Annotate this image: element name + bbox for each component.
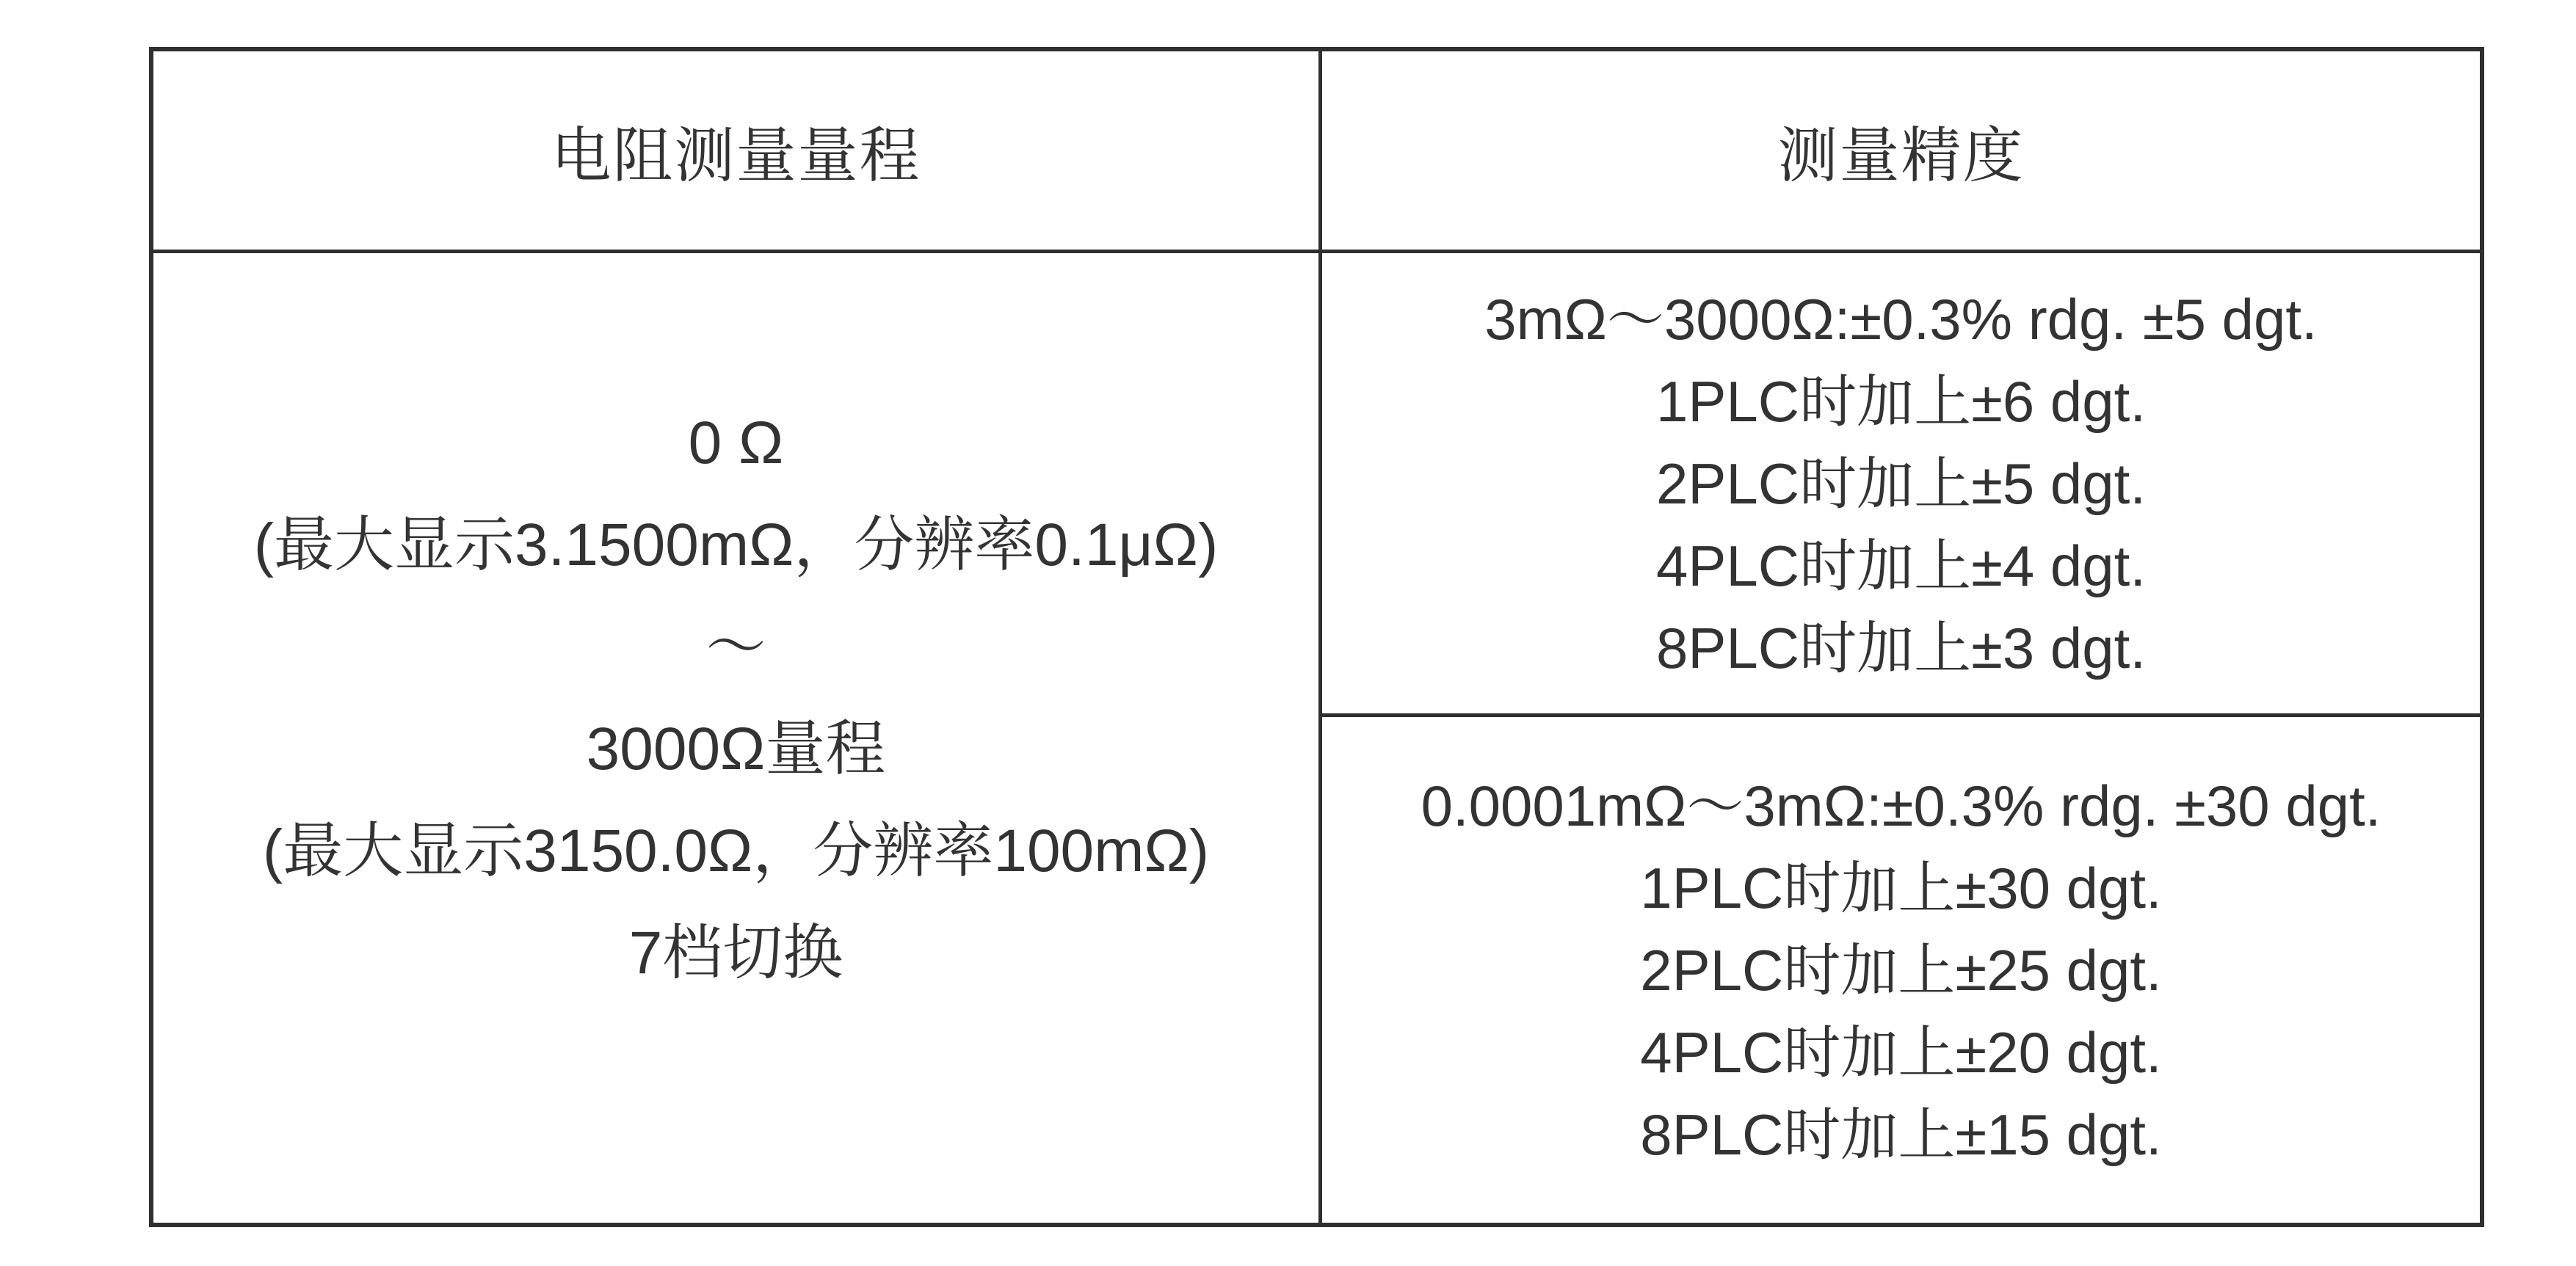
accuracy-line: 2PLC时加上±25 dgt.: [1640, 937, 2162, 1003]
accuracy-line: 4PLC时加上±20 dgt.: [1640, 1019, 2162, 1085]
range-line: 3000Ω量程: [586, 715, 886, 782]
accuracy-line: 8PLC时加上±3 dgt.: [1655, 615, 2147, 680]
accuracy-line: 0.0001mΩ～3mΩ:±0.3% rdg. ±30 dgt.: [1421, 773, 2381, 838]
header-measurement-accuracy: [1318, 51, 2480, 253]
header-resistance-range-label: 电阻测量量程: [551, 122, 921, 189]
range-cell: [153, 253, 1318, 1223]
accuracy-line: 3mΩ～3000Ω:±0.3% rdg. ±5 dgt.: [1484, 286, 2318, 352]
range-line: 7档切换: [628, 919, 843, 986]
accuracy-line: 4PLC时加上±4 dgt.: [1655, 533, 2147, 598]
header-measurement-accuracy-label: 测量精度: [1777, 122, 2025, 189]
accuracy-cell-0.0001mohm-3mohm: [1318, 717, 2480, 1223]
accuracy-line: 1PLC时加上±6 dgt.: [1655, 368, 2147, 434]
range-line: ～: [705, 613, 766, 680]
accuracy-line: 2PLC时加上±5 dgt.: [1655, 451, 2147, 516]
range-line: (最大显示3150.0Ω，分辨率100mΩ): [262, 817, 1210, 884]
range-line: 0 Ω: [688, 409, 784, 476]
accuracy-line: 8PLC时加上±15 dgt.: [1640, 1102, 2162, 1167]
header-resistance-range: [153, 51, 1318, 253]
accuracy-line: 1PLC时加上±30 dgt.: [1640, 855, 2162, 920]
accuracy-cell-3mohm-3000ohm: [1318, 253, 2480, 717]
range-line: (最大显示3.1500mΩ，分辨率0.1μΩ): [253, 511, 1219, 578]
resistance-spec-table: [149, 47, 2484, 1227]
